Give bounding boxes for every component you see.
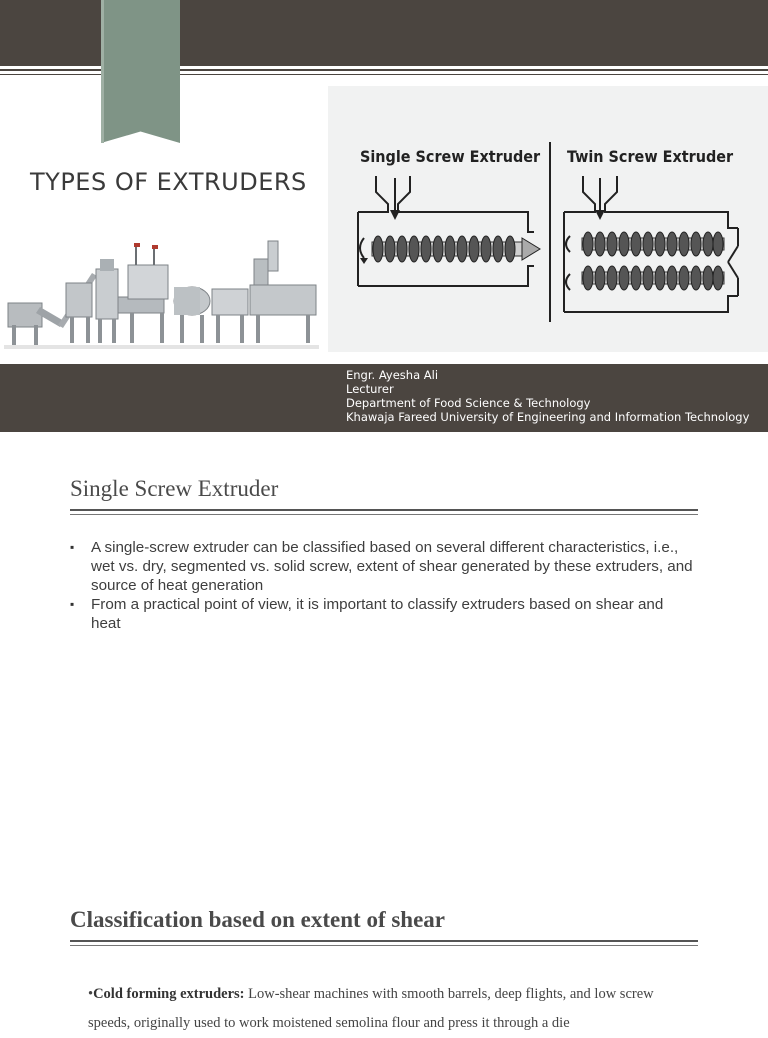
single-screw-barrel <box>358 176 534 286</box>
bullet-term: Cold forming extruders: <box>93 986 245 1002</box>
extruder-diagram <box>328 86 768 352</box>
slide2-bullet-list <box>70 538 696 633</box>
bookmark-ribbon-edge <box>101 0 104 143</box>
twin-screw-label: Twin Screw Extruder <box>567 147 734 166</box>
bookmark-ribbon <box>101 0 180 143</box>
slide2-title-rule <box>70 509 698 511</box>
slide3-title: Classification based on extent of shear <box>70 907 446 932</box>
bullet-dot: • <box>88 986 94 1002</box>
single-screw-label: Single Screw Extruder <box>360 147 541 166</box>
author-department: Department of Food Science & Technology <box>346 396 591 410</box>
author-position: Lecturer <box>346 382 394 396</box>
slide3-title-rule <box>70 940 698 942</box>
slide-title: TYPES OF EXTRUDERS <box>30 168 307 196</box>
bullet-item: ▪ From a practical point of view, it is important to classify extruders based on shear and heat <box>70 595 696 633</box>
slide2-title: Single Screw Extruder <box>70 476 279 501</box>
extrusion-plant-image <box>0 225 325 355</box>
slide3-title-rule-thin <box>70 945 698 946</box>
author-name: Engr. Ayesha Ali <box>346 368 439 382</box>
bullet-text: Low-shear machines with smooth barrels, deep flights, and low screw speeds, originally used to work moistened semolina flour and press it through a die <box>88 986 654 1031</box>
slide3-bullet <box>88 980 688 1038</box>
slide2-title-rule-thin <box>70 514 698 515</box>
bullet-item: ▪ A single-screw extruder can be classified based on several different characteristics, i.e., wet vs. dry, segmented vs. solid screw, extent of shear generated by these extruders, and source of heat generation <box>70 538 696 595</box>
author-university: Khawaja Fareed University of Engineering and Information Technology <box>346 410 750 424</box>
author-info <box>346 368 749 424</box>
extruder-diagram-svg <box>328 86 768 352</box>
